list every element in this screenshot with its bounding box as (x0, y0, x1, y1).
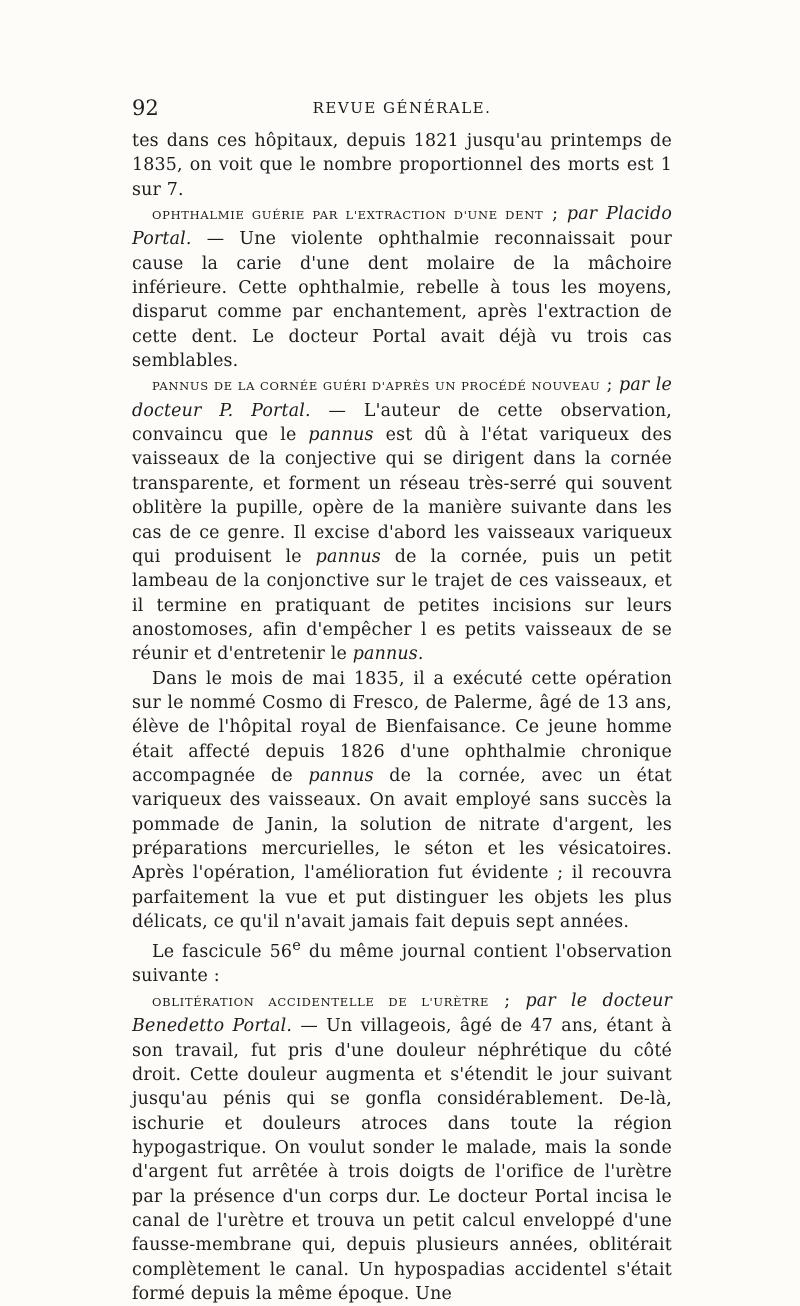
page-header (132, 96, 672, 126)
article-heading: OBLITÉRATION ACCIDENTELLE DE L'URÈTRE (152, 994, 490, 1009)
superscript: e (292, 938, 301, 955)
paragraph-p3 (132, 373, 672, 666)
text-run: est dû à l'état variqueux des vaisseaux de la conjective qui se dirigent dans la cornée transparente, et forment un réseau très-serré qui souvent oblitère la pupille, opère de la manière suivante dans les cas de ce genre. Il excise d'abord les vaisseaux variqueux qui produisent le (132, 425, 672, 567)
text-run: tes dans ces hôpitaux, depuis 1821 jusqu'au printemps de 1835, on voit que le nombre proportionnel des morts est 1 sur 7. (132, 131, 672, 200)
italic-text: par le docteur Benedetto Portal. (132, 990, 672, 1037)
paragraph-p6 (132, 989, 672, 1306)
italic-text: pannus (315, 546, 381, 567)
article-heading: PANNUS DE LA CORNÉE GUÉRI D'APRÈS UN PROCÉDÉ NOUVEAU (152, 379, 601, 394)
paragraph-p2 (132, 202, 672, 373)
body-text (132, 129, 672, 1306)
text-run: de la cornée, puis un petit lambeau de la conjonctive sur le trajet de ces vaisseaux, et il termine en pratiquant de petites incisions sur leurs anostomoses, afin d'empêcher l es petits vaisseaux de se réunir et d'entretenir le (132, 546, 672, 665)
text-run: ; (489, 990, 526, 1011)
text-run: ; (600, 375, 620, 396)
running-title: REVUE GÉNÉRALE. (312, 99, 492, 117)
paragraph-p5 (132, 934, 672, 988)
text-run: Le fascicule 56 (152, 942, 293, 963)
page-number: 92 (132, 96, 159, 120)
text-run: — Une violente ophthalmie reconnaissait pour cause la carie d'une dent molaire de la mâchoire inférieure. Cette ophthalmie, rebelle à tous les moyens, disparut comme par enchantement, après l'extraction de cette dent. Le docteur Portal avait déjà vu trois cas semblables. (132, 229, 672, 372)
paragraph-p4 (132, 667, 672, 935)
italic-text: pannus (308, 765, 374, 786)
text-run: du même journal contient l'observation suivante : (132, 942, 672, 987)
text-run: ; (543, 204, 567, 225)
text-run: de la cornée, avec un état variqueux des vaisseaux. On avait employé sans succès la pommade de Janin, la solution de nitrate d'argent, les préparations mercurielles, le séton et les vésicatoires. Après l'opération, l'amélioration fut évidente ; il recouvra parfaitement la vue et put distinguer les objets les plus délicats, ce qu'il n'avait jamais fait depuis sept années. (132, 765, 672, 932)
italic-text: pannus (308, 425, 374, 446)
italic-text: pannus. (352, 644, 424, 665)
italic-text: par le docteur P. Portal. (132, 375, 672, 421)
text-run: — Un villageois, âgé de 47 ans, étant à son travail, fut pris d'une douleur néphrétique du côté droit. Cette douleur augmenta et s'étendit le jour suivant jusqu'au pénis qui se gonfla considérablement. De-là, ischurie et douleurs atroces dans toute la région hypogastrique. On voulut sonder le malade, mais la sonde d'argent fut arrêtée à trois doigts de l'orifice de l'urètre par la présence d'un corps dur. Le docteur Portal incisa le canal de l'urètre et trouva un petit calcul enveloppé d'une fausse-membrane qui, depuis plusieurs années, oblitérait complètement le canal. Un hypospadias accidentel s'était formé depuis la même époque. Une (132, 1016, 672, 1304)
paragraph-p1 (132, 129, 672, 202)
italic-text: par Placido Portal. (132, 204, 673, 250)
article-heading: OPHTHALMIE GUÉRIE PAR L'EXTRACTION D'UNE DENT (152, 208, 544, 223)
text-run: Dans le mois de mai 1835, il a exécuté cette opération sur le nommé Cosmo di Fresco, de Palerme, âgé de 13 ans, élève de l'hôpital royal de Bienfaisance. Ce jeune homme était affecté depuis 1826 d'une ophthalmie chronique accompagnée de (132, 668, 672, 786)
text-run: — L'auteur de cette observation, convaincu que le (132, 400, 672, 446)
